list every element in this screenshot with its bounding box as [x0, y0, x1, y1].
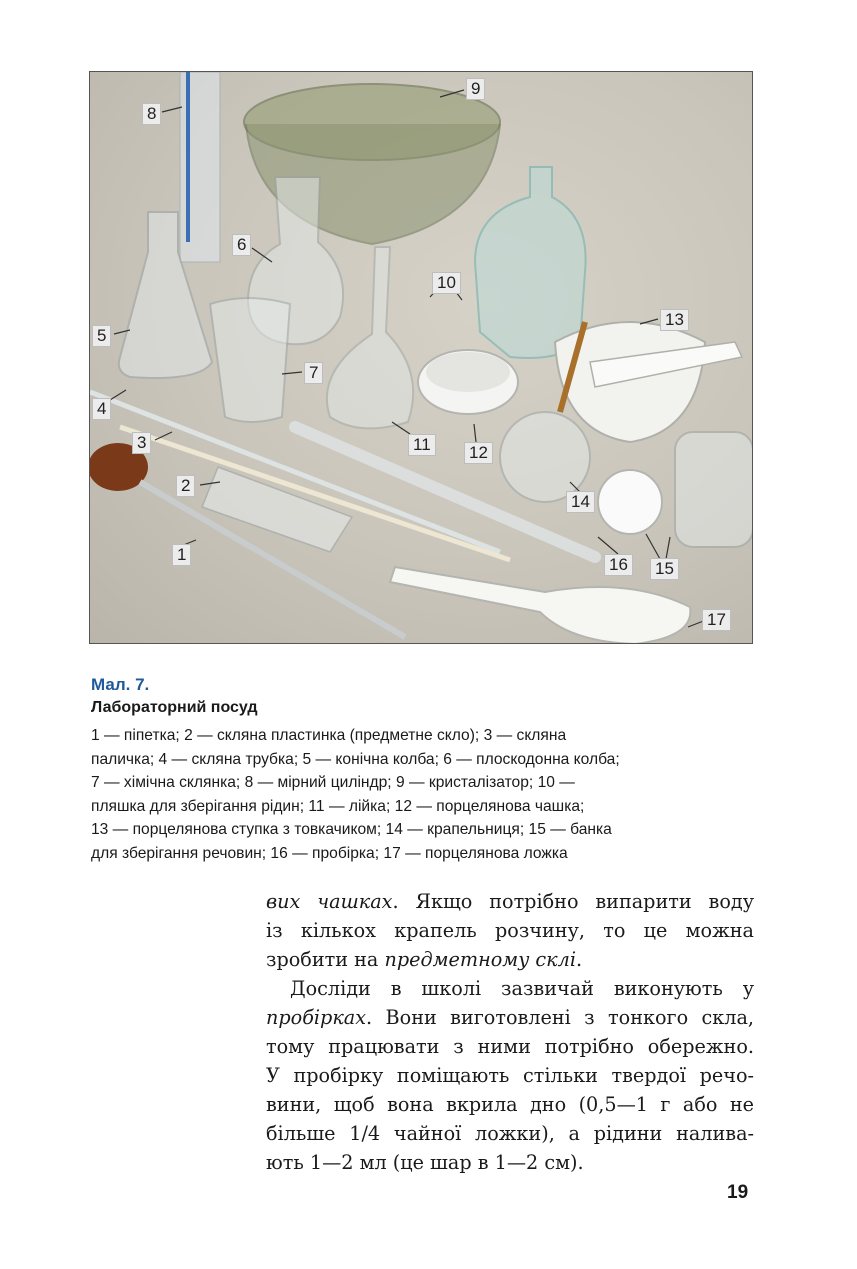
figure-legend: [91, 724, 761, 865]
body-line: тому працювати з ними потрібно обережно.: [266, 1035, 754, 1058]
page-number: 19: [727, 1182, 749, 1203]
legend-line: 1 — піпетка; 2 — скляна пластинка (предметне скло); 3 — скляна: [91, 727, 567, 744]
body-line: У пробірку поміщають стільки твердої речо-: [266, 1064, 754, 1087]
callout-17: 17: [702, 609, 731, 631]
legend-line: 13 — порцелянова ступка з товкачиком; 14 — крапельниця; 15 — банка: [91, 821, 612, 838]
callout-16: 16: [604, 554, 633, 576]
figure-caption-title: Мал. 7.: [91, 675, 150, 694]
body-line: із кількох крапель розчину, то це можна: [266, 919, 754, 942]
body-text-run: . Якщо потрібно випарити воду: [392, 890, 754, 913]
body-emphasis: предметному склі: [384, 948, 576, 971]
body-line: [266, 945, 754, 974]
body-emphasis: вих чашках: [266, 890, 393, 913]
body-text-run: зробити на: [266, 948, 385, 971]
callout-4: 4: [92, 398, 111, 420]
body-text-run: . Вони виготовлені з тонкого скла,: [366, 1006, 754, 1029]
callout-11: 11: [408, 434, 436, 456]
legend-line: для зберігання речовин; 16 — пробірка; 17 — порцелянова ложка: [91, 844, 568, 862]
body-line: ють 1—2 мл (це шар в 1—2 см).: [266, 1151, 584, 1174]
figure-caption-subtitle: Лабораторний посуд: [91, 699, 258, 716]
callout-3: 3: [132, 432, 151, 454]
lab-glassware-photo: [89, 71, 753, 644]
legend-line: паличка; 4 — скляна трубка; 5 — конічна колба; 6 — плоскодонна колба;: [91, 750, 620, 768]
legend-line: пляшка для зберігання рідин; 11 — лійка; 12 — порцелянова чашка;: [91, 797, 585, 815]
callout-13: 13: [660, 309, 689, 331]
body-text-run: .: [576, 948, 583, 971]
callout-12: 12: [464, 442, 493, 464]
body-line: більше 1/4 чайної ложки), а рідини налива-: [266, 1122, 754, 1145]
callout-14: 14: [566, 491, 595, 513]
body-line: [266, 887, 754, 916]
body-paragraphs: [266, 887, 754, 1177]
body-line: Досліди в школі зазвичай виконують у: [290, 977, 754, 1000]
body-line: вини, щоб вона вкрила дно (0,5—1 г або не: [266, 1093, 754, 1116]
callout-5: 5: [92, 325, 111, 347]
callout-8: 8: [142, 103, 161, 125]
callout-7: 7: [304, 362, 323, 384]
callout-9: 9: [466, 78, 485, 100]
callout-1: 1: [172, 544, 191, 566]
callout-15: 15: [650, 558, 679, 580]
body-line: [266, 1003, 754, 1032]
body-emphasis: пробірках: [266, 1006, 367, 1029]
callout-6: 6: [232, 234, 251, 256]
legend-line: 7 — хімічна склянка; 8 — мірний циліндр; 9 — кристалізатор; 10 —: [91, 774, 575, 791]
callout-2: 2: [176, 475, 195, 497]
callout-10: 10: [432, 272, 461, 294]
